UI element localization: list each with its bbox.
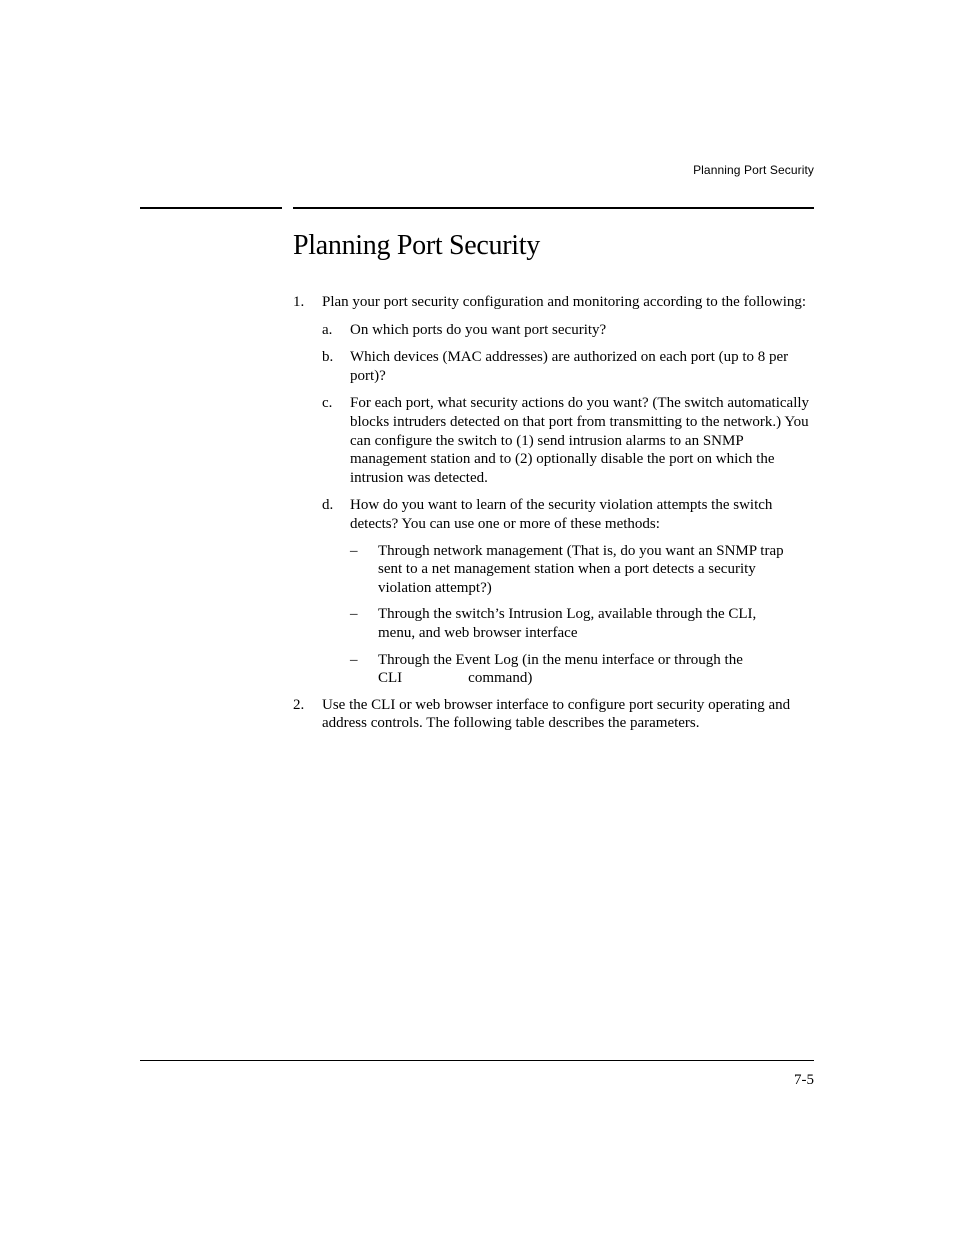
step-marker: 1.: [293, 294, 305, 310]
bullet-text: Through network management (That is, do you want an SNMP trap sent to a net management station when a port detects a security violation attempt?): [378, 542, 784, 596]
subitem-d: [322, 496, 815, 687]
subitem-text: On which ports do you want port security?: [350, 321, 607, 338]
dash-marker: –: [350, 651, 358, 668]
page-title: Planning Port Security: [293, 230, 540, 261]
bullet-text-line2: [378, 669, 785, 688]
step-2: [293, 696, 815, 733]
subitem-marker: c.: [322, 395, 333, 412]
header-rule-left: [140, 207, 282, 209]
subitem-text: For each port, what security actions do you want? (The switch automatically blocks intruders detected on that port from transmitting to the network.) You can configure the switch to (1) send intrusion alarms to an SNMP management station and to (2) optionally disable the port on which the intrusion was detected.: [350, 395, 810, 486]
subitem-text: How do you want to learn of the security violation attempts the switch detects? You can use one or more of these methods:: [350, 497, 773, 532]
subitem-c: [322, 394, 815, 487]
footer-rule: [140, 1060, 814, 1061]
step-1: [293, 293, 815, 688]
subitem-marker: d.: [322, 497, 334, 514]
main-content: [293, 293, 815, 733]
dash-marker: –: [350, 606, 358, 623]
subitem-marker: a.: [322, 321, 333, 338]
method-bullet-intrusion-log: [350, 605, 815, 642]
page-number: 7-5: [794, 1072, 814, 1088]
bullet-text: Through the switch’s Intrusion Log, available through the CLI, menu, and web browser interface: [378, 606, 757, 641]
cli-label: CLI: [378, 670, 403, 687]
running-header: Planning Port Security: [693, 163, 814, 177]
subitem-marker: b.: [322, 349, 334, 366]
method-bullet-event-log: [350, 651, 815, 688]
command-label: command): [468, 670, 533, 687]
bullet-text-line1: Through the Event Log (in the menu interface or through the: [378, 651, 743, 668]
subitem-b: [322, 348, 815, 385]
method-bullet-network-management: [350, 542, 815, 598]
dash-marker: –: [350, 542, 358, 559]
step-marker: 2.: [293, 696, 305, 713]
header-rule-right: [293, 207, 814, 209]
step-text: Use the CLI or web browser interface to configure port security operating and address controls. The following table describes the parameters.: [322, 696, 791, 732]
subitem-text: Which devices (MAC addresses) are authorized on each port (up to 8 per port)?: [350, 349, 789, 384]
subitem-a: [322, 321, 815, 340]
step-text: Plan your port security configuration and monitoring according to the following:: [322, 294, 807, 310]
